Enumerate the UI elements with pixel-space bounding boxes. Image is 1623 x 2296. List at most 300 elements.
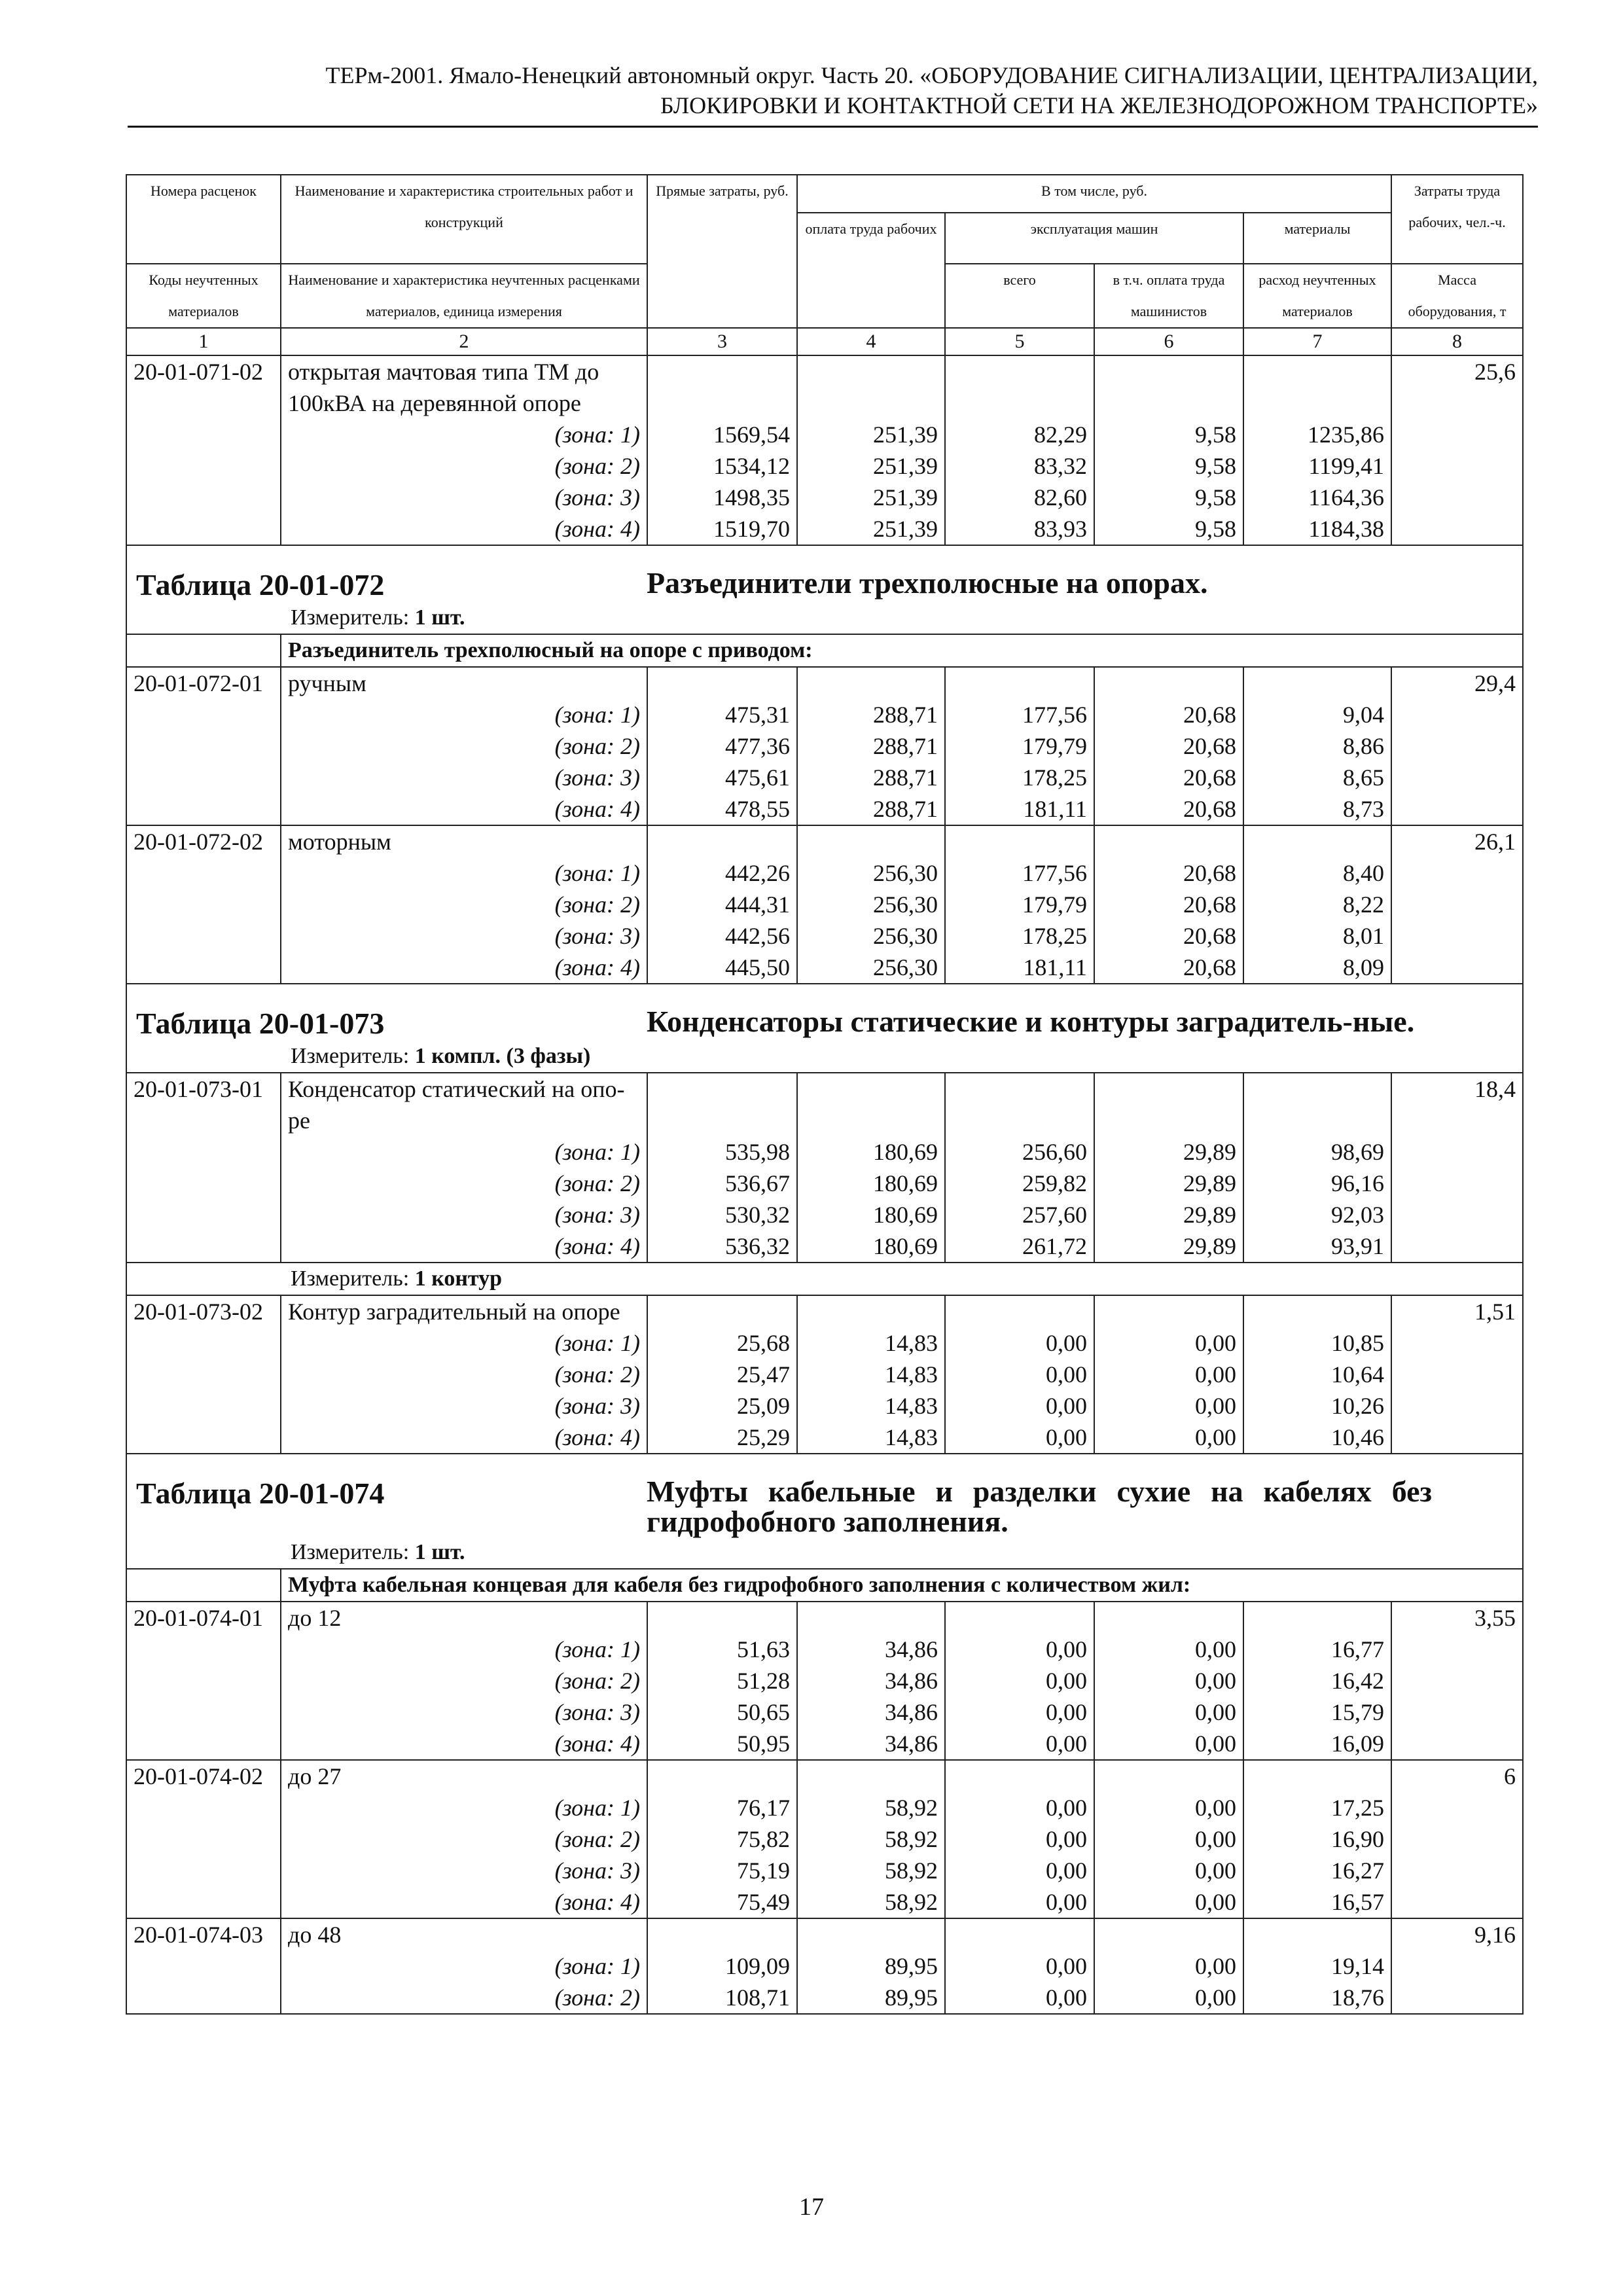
value-cell: 76,17 xyxy=(647,1792,797,1823)
value-cell: 10,85 xyxy=(1243,1327,1391,1359)
zone-label: (зона: 1) xyxy=(281,1136,647,1168)
empty-cell xyxy=(1094,825,1243,857)
value-cell: 530,32 xyxy=(647,1199,797,1230)
value-cell: 9,58 xyxy=(1094,419,1243,450)
page-number: 17 xyxy=(799,2193,824,2221)
value-cell: 0,00 xyxy=(945,1950,1094,1982)
value-cell: 475,61 xyxy=(647,762,797,793)
value-cell: 0,00 xyxy=(945,1855,1094,1886)
empty-cell xyxy=(126,1359,281,1390)
value-cell: 536,67 xyxy=(647,1168,797,1199)
labor-cost: 29,4 xyxy=(1391,667,1523,699)
value-cell: 34,86 xyxy=(797,1665,945,1696)
empty-cell xyxy=(126,1696,281,1728)
rate-name: до 12 xyxy=(281,1602,647,1634)
value-cell: 8,65 xyxy=(1243,762,1391,793)
value-cell: 0,00 xyxy=(1094,1327,1243,1359)
zone-row xyxy=(126,482,1523,513)
value-cell: 0,00 xyxy=(945,1634,1094,1665)
zone-label: (зона: 1) xyxy=(281,857,647,889)
empty-cell xyxy=(1391,419,1523,450)
table-header xyxy=(126,175,1523,355)
zone-row xyxy=(126,730,1523,762)
value-cell: 9,58 xyxy=(1094,482,1243,513)
col-num: 7 xyxy=(1243,328,1391,355)
empty-cell xyxy=(1391,1422,1523,1454)
value-cell: 178,25 xyxy=(945,762,1094,793)
labor-cost: 1,51 xyxy=(1391,1295,1523,1327)
col-num: 2 xyxy=(281,328,647,355)
zone-label: (зона: 1) xyxy=(281,1950,647,1982)
empty-cell xyxy=(1243,1760,1391,1792)
value-cell: 181,11 xyxy=(945,793,1094,825)
measure-unit: Измеритель: 1 компл. (3 фазы) xyxy=(291,1044,591,1068)
value-cell: 0,00 xyxy=(1094,1696,1243,1728)
rate-code: 20-01-073-01 xyxy=(126,1073,281,1136)
entry-title-row xyxy=(126,1918,1523,1950)
zone-label: (зона: 3) xyxy=(281,1696,647,1728)
value-cell: 444,31 xyxy=(647,889,797,920)
zone-row xyxy=(126,920,1523,952)
empty-cell xyxy=(647,1073,797,1136)
measure-row xyxy=(126,1263,1523,1295)
header-incl: В том числе, руб. xyxy=(797,175,1391,213)
zone-row xyxy=(126,1982,1523,2014)
value-cell: 535,98 xyxy=(647,1136,797,1168)
col-num: 3 xyxy=(647,328,797,355)
value-cell: 0,00 xyxy=(1094,1855,1243,1886)
zone-label: (зона: 3) xyxy=(281,482,647,513)
zone-row xyxy=(126,1168,1523,1199)
rate-name: Конденсатор статический на опо-ре xyxy=(281,1073,647,1136)
zone-label: (зона: 4) xyxy=(281,1886,647,1918)
zone-label: (зона: 4) xyxy=(281,952,647,984)
empty-cell xyxy=(1243,355,1391,419)
empty-cell xyxy=(797,1918,945,1950)
empty-cell xyxy=(945,1073,1094,1136)
rate-code: 20-01-071-02 xyxy=(126,355,281,419)
measure-unit: Измеритель: 1 шт. xyxy=(291,1540,465,1564)
empty-cell xyxy=(1391,1728,1523,1760)
empty-cell xyxy=(647,825,797,857)
value-cell: 8,22 xyxy=(1243,889,1391,920)
empty-cell xyxy=(1391,1136,1523,1168)
value-cell: 20,68 xyxy=(1094,730,1243,762)
value-cell: 1569,54 xyxy=(647,419,797,450)
value-cell: 251,39 xyxy=(797,450,945,482)
value-cell: 0,00 xyxy=(945,1359,1094,1390)
empty-cell xyxy=(797,825,945,857)
empty-cell xyxy=(1094,1918,1243,1950)
value-cell: 180,69 xyxy=(797,1230,945,1263)
zone-row xyxy=(126,1327,1523,1359)
rate-entry xyxy=(126,667,1523,825)
zone-label: (зона: 4) xyxy=(281,513,647,545)
labor-cost: 18,4 xyxy=(1391,1073,1523,1136)
value-cell: 288,71 xyxy=(797,699,945,730)
empty-cell xyxy=(126,482,281,513)
zone-row xyxy=(126,1728,1523,1760)
empty-cell xyxy=(1243,1918,1391,1950)
table-title: Муфты кабельные и разделки сухие на кабелях без гидрофобного заполнения. xyxy=(647,1475,1432,1538)
header-machines: эксплуатация машин xyxy=(945,213,1243,264)
empty-cell xyxy=(945,1602,1094,1634)
value-cell: 15,79 xyxy=(1243,1696,1391,1728)
empty-cell xyxy=(1243,667,1391,699)
value-cell: 536,32 xyxy=(647,1230,797,1263)
header-col3: Прямые затраты, руб. xyxy=(647,175,797,328)
header-col8-top: Затраты труда рабочих, чел.-ч. xyxy=(1391,175,1523,264)
zone-row xyxy=(126,952,1523,984)
table-title: Разъединители трехполюсные на опорах. xyxy=(647,566,1208,600)
value-cell: 14,83 xyxy=(797,1327,945,1359)
value-cell: 29,89 xyxy=(1094,1199,1243,1230)
value-cell: 179,79 xyxy=(945,730,1094,762)
value-cell: 177,56 xyxy=(945,699,1094,730)
value-cell: 82,60 xyxy=(945,482,1094,513)
zone-row xyxy=(126,1696,1523,1728)
empty-cell xyxy=(126,699,281,730)
value-cell: 20,68 xyxy=(1094,857,1243,889)
empty-cell xyxy=(647,1295,797,1327)
empty-cell xyxy=(1391,1168,1523,1199)
empty-cell xyxy=(647,1918,797,1950)
empty-cell xyxy=(126,1634,281,1665)
value-cell: 8,01 xyxy=(1243,920,1391,952)
value-cell: 257,60 xyxy=(945,1199,1094,1230)
empty-cell xyxy=(1391,730,1523,762)
value-cell: 14,83 xyxy=(797,1390,945,1422)
empty-cell xyxy=(1391,857,1523,889)
empty-cell xyxy=(1391,952,1523,984)
value-cell: 8,86 xyxy=(1243,730,1391,762)
value-cell: 0,00 xyxy=(945,1696,1094,1728)
header-rule xyxy=(128,126,1538,128)
value-cell: 18,76 xyxy=(1243,1982,1391,2014)
empty-cell xyxy=(945,1760,1094,1792)
value-cell: 0,00 xyxy=(1094,1823,1243,1855)
value-cell: 10,46 xyxy=(1243,1422,1391,1454)
header-col8-bottom: Масса оборудования, т xyxy=(1391,264,1523,328)
value-cell: 34,86 xyxy=(797,1728,945,1760)
entry-title-row xyxy=(126,355,1523,419)
value-cell: 9,58 xyxy=(1094,513,1243,545)
header-col1-bottom: Коды неучтенных материалов xyxy=(126,264,281,328)
value-cell: 9,58 xyxy=(1094,450,1243,482)
value-cell: 288,71 xyxy=(797,730,945,762)
value-cell: 0,00 xyxy=(1094,1665,1243,1696)
value-cell: 442,26 xyxy=(647,857,797,889)
value-cell: 16,42 xyxy=(1243,1665,1391,1696)
value-cell: 0,00 xyxy=(1094,1359,1243,1390)
empty-cell xyxy=(1391,1823,1523,1855)
empty-cell xyxy=(1391,513,1523,545)
value-cell: 0,00 xyxy=(945,1982,1094,2014)
value-cell: 288,71 xyxy=(797,762,945,793)
empty-cell xyxy=(126,1728,281,1760)
zone-label: (зона: 1) xyxy=(281,1327,647,1359)
zone-row xyxy=(126,1136,1523,1168)
entry-title-row xyxy=(126,1602,1523,1634)
running-header xyxy=(128,60,1538,120)
value-cell: 0,00 xyxy=(945,1422,1094,1454)
zone-label: (зона: 4) xyxy=(281,1230,647,1263)
value-cell: 29,89 xyxy=(1094,1168,1243,1199)
value-cell: 16,57 xyxy=(1243,1886,1391,1918)
value-cell: 256,30 xyxy=(797,920,945,952)
value-cell: 83,93 xyxy=(945,513,1094,545)
empty-cell xyxy=(1094,1760,1243,1792)
zone-label: (зона: 3) xyxy=(281,1390,647,1422)
zone-label: (зона: 1) xyxy=(281,1634,647,1665)
value-cell: 58,92 xyxy=(797,1823,945,1855)
empty-cell xyxy=(126,1950,281,1982)
empty-cell xyxy=(126,1136,281,1168)
value-cell: 16,77 xyxy=(1243,1634,1391,1665)
value-cell: 251,39 xyxy=(797,419,945,450)
value-cell: 89,95 xyxy=(797,1982,945,2014)
value-cell: 82,29 xyxy=(945,419,1094,450)
rate-name: Контур заградительный на опоре xyxy=(281,1295,647,1327)
measure-unit: Измеритель: 1 шт. xyxy=(291,605,465,630)
col-num: 1 xyxy=(126,328,281,355)
empty-cell xyxy=(1243,1073,1391,1136)
value-cell: 445,50 xyxy=(647,952,797,984)
empty-cell xyxy=(1243,825,1391,857)
value-cell: 8,09 xyxy=(1243,952,1391,984)
value-cell: 256,60 xyxy=(945,1136,1094,1168)
empty-cell xyxy=(1391,1855,1523,1886)
value-cell: 0,00 xyxy=(1094,1634,1243,1665)
header-col7: расход неучтенных материалов xyxy=(1243,264,1391,328)
zone-label: (зона: 2) xyxy=(281,1982,647,2014)
zone-label: (зона: 3) xyxy=(281,920,647,952)
empty-cell xyxy=(797,1760,945,1792)
value-cell: 108,71 xyxy=(647,1982,797,2014)
value-cell: 251,39 xyxy=(797,482,945,513)
rate-code: 20-01-074-03 xyxy=(126,1918,281,1950)
empty-cell xyxy=(126,1422,281,1454)
col-num: 8 xyxy=(1391,328,1523,355)
value-cell: 180,69 xyxy=(797,1168,945,1199)
value-cell: 288,71 xyxy=(797,793,945,825)
value-cell: 25,68 xyxy=(647,1327,797,1359)
value-cell: 98,69 xyxy=(1243,1136,1391,1168)
empty-cell xyxy=(945,1918,1094,1950)
value-cell: 96,16 xyxy=(1243,1168,1391,1199)
rate-code: 20-01-074-01 xyxy=(126,1602,281,1634)
empty-cell xyxy=(126,1792,281,1823)
table-072-heading xyxy=(126,545,1523,667)
empty-cell xyxy=(126,1886,281,1918)
rate-code: 20-01-072-01 xyxy=(126,667,281,699)
value-cell: 8,73 xyxy=(1243,793,1391,825)
header-col2-bottom: Наименование и характеристика неучтенных расценками материалов, единица измерения xyxy=(281,264,647,328)
value-cell: 16,27 xyxy=(1243,1855,1391,1886)
empty-cell xyxy=(797,355,945,419)
rate-entry xyxy=(126,1760,1523,1918)
value-cell: 29,89 xyxy=(1094,1230,1243,1263)
rate-code: 20-01-074-02 xyxy=(126,1760,281,1792)
value-cell: 89,95 xyxy=(797,1950,945,1982)
value-cell: 50,65 xyxy=(647,1696,797,1728)
value-cell: 180,69 xyxy=(797,1136,945,1168)
value-cell: 83,32 xyxy=(945,450,1094,482)
empty-cell xyxy=(1391,1665,1523,1696)
empty-cell xyxy=(945,667,1094,699)
labor-cost: 9,16 xyxy=(1391,1918,1523,1950)
empty-cell xyxy=(126,793,281,825)
value-cell: 0,00 xyxy=(945,1728,1094,1760)
header-col1-top: Номера расценок xyxy=(126,175,281,264)
empty-cell xyxy=(1391,1886,1523,1918)
labor-cost: 25,6 xyxy=(1391,355,1523,419)
zone-row xyxy=(126,1634,1523,1665)
value-cell: 0,00 xyxy=(945,1327,1094,1359)
zone-row xyxy=(126,1886,1523,1918)
value-cell: 259,82 xyxy=(945,1168,1094,1199)
zone-label: (зона: 4) xyxy=(281,1728,647,1760)
empty-cell xyxy=(1391,793,1523,825)
rate-entry xyxy=(126,1073,1523,1263)
table-title: Конденсаторы статические и контуры заградитель-ные. xyxy=(647,1005,1415,1038)
empty-cell xyxy=(126,1230,281,1263)
zone-row xyxy=(126,857,1523,889)
empty-cell xyxy=(126,1982,281,2014)
rates-table xyxy=(126,174,1524,2015)
empty-cell xyxy=(647,1602,797,1634)
empty-cell xyxy=(1391,1634,1523,1665)
value-cell: 0,00 xyxy=(945,1665,1094,1696)
zone-row xyxy=(126,1792,1523,1823)
empty-cell xyxy=(126,762,281,793)
zone-row xyxy=(126,1665,1523,1696)
empty-cell xyxy=(126,1665,281,1696)
value-cell: 51,28 xyxy=(647,1665,797,1696)
value-cell: 251,39 xyxy=(797,513,945,545)
zone-label: (зона: 2) xyxy=(281,1665,647,1696)
empty-cell xyxy=(126,952,281,984)
value-cell: 442,56 xyxy=(647,920,797,952)
empty-cell xyxy=(797,667,945,699)
empty-cell xyxy=(126,920,281,952)
value-cell: 9,04 xyxy=(1243,699,1391,730)
header-col2-top: Наименование и характеристика строительных работ и конструкций xyxy=(281,175,647,264)
value-cell: 92,03 xyxy=(1243,1199,1391,1230)
empty-cell xyxy=(1094,667,1243,699)
empty-cell xyxy=(1391,1359,1523,1390)
value-cell: 58,92 xyxy=(797,1886,945,1918)
rate-entry xyxy=(126,825,1523,984)
empty-cell xyxy=(126,1327,281,1359)
empty-cell xyxy=(647,667,797,699)
value-cell: 261,72 xyxy=(945,1230,1094,1263)
zone-row xyxy=(126,1950,1523,1982)
rate-name: моторным xyxy=(281,825,647,857)
value-cell: 17,25 xyxy=(1243,1792,1391,1823)
empty-cell xyxy=(797,1295,945,1327)
value-cell: 34,86 xyxy=(797,1696,945,1728)
zone-row xyxy=(126,793,1523,825)
empty-cell xyxy=(1391,450,1523,482)
empty-cell xyxy=(1391,762,1523,793)
value-cell: 14,83 xyxy=(797,1422,945,1454)
value-cell: 20,68 xyxy=(1094,793,1243,825)
empty-cell xyxy=(126,419,281,450)
rate-name: до 48 xyxy=(281,1918,647,1950)
value-cell: 0,00 xyxy=(1094,1422,1243,1454)
empty-cell xyxy=(797,1073,945,1136)
zone-label: (зона: 2) xyxy=(281,730,647,762)
value-cell: 20,68 xyxy=(1094,699,1243,730)
zone-row xyxy=(126,1823,1523,1855)
value-cell: 58,92 xyxy=(797,1792,945,1823)
value-cell: 25,29 xyxy=(647,1422,797,1454)
value-cell: 256,30 xyxy=(797,889,945,920)
empty-cell xyxy=(126,857,281,889)
zone-label: (зона: 1) xyxy=(281,699,647,730)
zone-row xyxy=(126,889,1523,920)
value-cell: 20,68 xyxy=(1094,762,1243,793)
empty-cell xyxy=(945,825,1094,857)
empty-cell xyxy=(945,355,1094,419)
rate-name: ручным xyxy=(281,667,647,699)
empty-cell xyxy=(126,513,281,545)
empty-cell xyxy=(126,1390,281,1422)
empty-cell xyxy=(126,1199,281,1230)
table-073-heading xyxy=(126,984,1523,1073)
empty-cell xyxy=(1391,699,1523,730)
zone-label: (зона: 2) xyxy=(281,1359,647,1390)
value-cell: 25,47 xyxy=(647,1359,797,1390)
value-cell: 1199,41 xyxy=(1243,450,1391,482)
value-cell: 0,00 xyxy=(1094,1728,1243,1760)
zone-row xyxy=(126,450,1523,482)
empty-cell xyxy=(1391,920,1523,952)
zone-row xyxy=(126,1855,1523,1886)
zone-label: (зона: 2) xyxy=(281,450,647,482)
table-id: Таблица 20-01-072 xyxy=(136,568,385,601)
subheading: Муфта кабельная концевая для кабеля без гидрофобного заполнения с количеством жил: xyxy=(281,1569,1523,1602)
empty-cell xyxy=(1094,1602,1243,1634)
empty-cell xyxy=(647,355,797,419)
labor-cost: 26,1 xyxy=(1391,825,1523,857)
rate-name: открытая мачтовая типа ТМ до 100кВА на деревянной опоре xyxy=(281,355,647,419)
entry-title-row xyxy=(126,667,1523,699)
value-cell: 0,00 xyxy=(1094,1982,1243,2014)
empty-cell xyxy=(1391,1327,1523,1359)
empty-cell xyxy=(1391,1950,1523,1982)
empty-cell xyxy=(1391,482,1523,513)
empty-cell xyxy=(126,1823,281,1855)
value-cell: 19,14 xyxy=(1243,1950,1391,1982)
entry-title-row xyxy=(126,825,1523,857)
value-cell: 75,19 xyxy=(647,1855,797,1886)
zone-label: (зона: 2) xyxy=(281,1823,647,1855)
empty-cell xyxy=(1094,1073,1243,1136)
value-cell: 10,64 xyxy=(1243,1359,1391,1390)
value-cell: 475,31 xyxy=(647,699,797,730)
value-cell: 0,00 xyxy=(1094,1792,1243,1823)
empty-cell xyxy=(126,730,281,762)
rate-name: до 27 xyxy=(281,1760,647,1792)
value-cell: 478,55 xyxy=(647,793,797,825)
zone-row xyxy=(126,699,1523,730)
rate-entry xyxy=(126,1295,1523,1454)
entry-title-row xyxy=(126,1295,1523,1327)
rate-entry xyxy=(126,1918,1523,2014)
value-cell: 75,49 xyxy=(647,1886,797,1918)
